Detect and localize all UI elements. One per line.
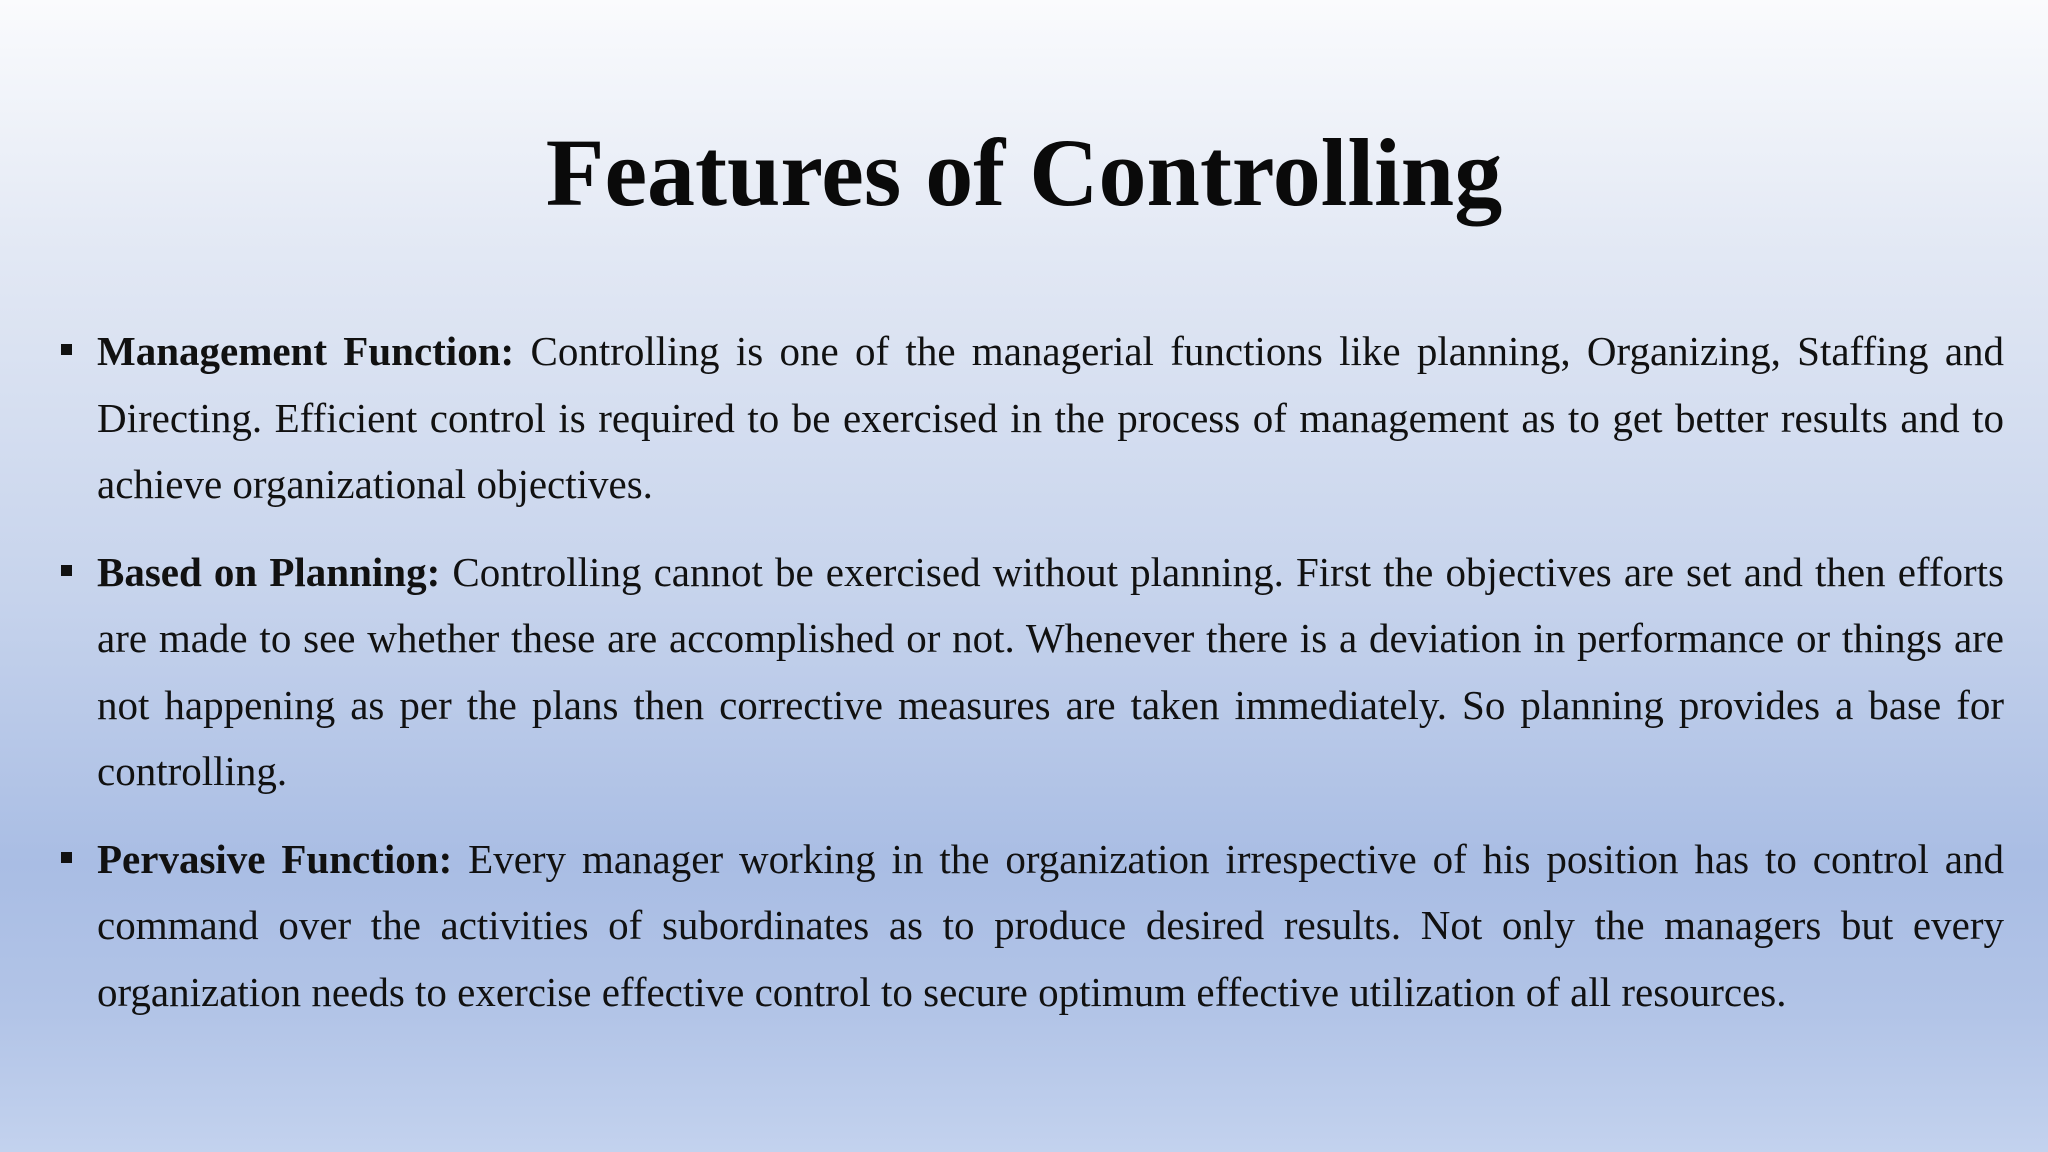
bullet-item-management-function (58, 318, 2004, 518)
bullet-term: Pervasive Function: (97, 835, 453, 882)
square-bullet-icon (61, 565, 72, 576)
bullet-text: Controlling cannot be exercised without planning. First the objectives are set and then efforts are made to see whether these are accomplished or not. Whenever there is a deviation in performance or things are not happening as per the plans then corrective measures are taken immediately. So planning provides a base for controlling. (97, 548, 2004, 794)
bullet-item-pervasive-function (58, 826, 2004, 1026)
square-bullet-icon (61, 344, 72, 355)
bullet-text: Controlling is one of the managerial functions like planning, Organizing, Staffing and Directing. Efficient control is required to be exercised in the process of management as to get better results and to achieve organizational objectives. (97, 328, 2005, 507)
bullet-term: Based on Planning: (97, 548, 441, 595)
slide-title: Features of Controlling (545, 119, 1503, 226)
bullet-text: Every manager working in the organization irrespective of his position has to control and command over the activities of subordinates as to produce desired results. Not only the managers but every organization needs to exercise effective control to secure optimum effective utilization of all resources. (97, 835, 2005, 1015)
bullet-item-based-on-planning (58, 539, 2004, 805)
square-bullet-icon (61, 852, 72, 863)
bullet-term: Management Function: (97, 328, 515, 374)
bullet-list (58, 318, 2004, 1046)
